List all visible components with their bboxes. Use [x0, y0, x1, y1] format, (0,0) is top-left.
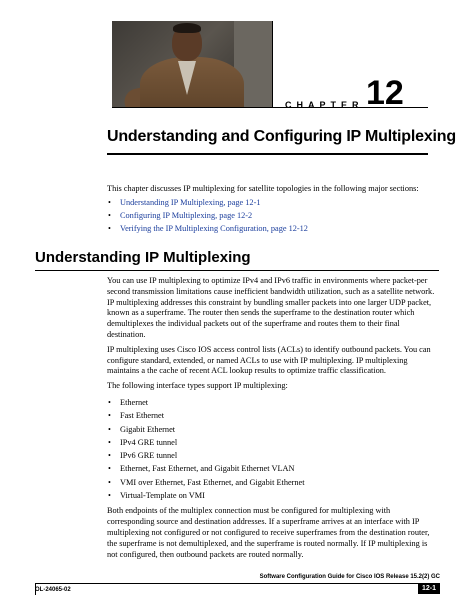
section-links: [107, 196, 437, 235]
body-paragraph: IP multiplexing uses Cisco IOS access control lists (ACLs) to identify outbound packets. You can configure standard, extended, or named ACLs to use with IP multiplexing. IP multiplexing maintains a the cache of recent ACL lookup results to optimize traffic classification.: [107, 344, 431, 376]
title-rule: [107, 153, 428, 155]
section-link[interactable]: Understanding IP Multiplexing, page 12-1: [120, 198, 261, 207]
section-heading: Understanding IP Multiplexing: [35, 249, 251, 266]
chapter-intro: [107, 183, 437, 235]
photo-bottom-rule: [112, 107, 272, 108]
list-item: • IPv6 GRE tunnel: [107, 449, 439, 462]
page-number: 12-1: [418, 583, 440, 594]
chapter-photo: [112, 21, 272, 108]
section-link[interactable]: Configuring IP Multiplexing, page 12-2: [120, 211, 253, 220]
section-link[interactable]: Verifying the IP Multiplexing Configuration, page 12-12: [120, 224, 308, 233]
list-item: • IPv4 GRE tunnel: [107, 436, 439, 449]
body-paragraph: The following interface types support IP multiplexing:: [107, 381, 288, 391]
photo-divider: [272, 21, 273, 108]
section-rule: [35, 270, 439, 271]
interface-list: [107, 396, 439, 502]
list-item: • Ethernet: [107, 396, 439, 409]
section-link-item: [107, 196, 437, 209]
list-item: • Fast Ethernet: [107, 409, 439, 422]
list-item: • VMI over Ethernet, Fast Ethernet, and Gigabit Ethernet: [107, 476, 439, 489]
intro-text: This chapter discusses IP multiplexing for satellite topologies in the following major sections:: [107, 184, 419, 193]
footer-doc-id: OL-24065-02: [35, 587, 71, 593]
list-item: • Ethernet, Fast Ethernet, and Gigabit Ethernet VLAN: [107, 462, 439, 475]
footer-rule: [35, 583, 440, 584]
list-item: • Virtual-Template on VMI: [107, 489, 439, 502]
body-paragraph: Both endpoints of the multiplex connection must be configured for multiplexing with corresponding source and destination addresses. If a superframe arrives at an interface with IP multiplexing not configured or not configured to receive superframes from the destination router, the superframe is not demultiplexed, and the superframe is routed normally. If IP multiplexing is not configured, then outbound packets are routed normally.: [107, 506, 430, 559]
chapter-number: 12: [366, 74, 404, 112]
section-body: [107, 276, 439, 564]
chapter-label: CHAPTER: [285, 100, 364, 110]
section-link-item: [107, 209, 437, 222]
chapter-title: Understanding and Configuring IP Multiplexing: [107, 128, 456, 145]
list-item: • Gigabit Ethernet: [107, 423, 439, 436]
body-paragraph: You can use IP multiplexing to optimize IPv4 and IPv6 traffic in environments where packet-per second transmission limitations cause inefficient bandwidth utilization, such as a satellite network. IP multiplexing addresses this constraint by bundling smaller packets into one larger UDP packet, known as a superframe. The router then sends the superframe to the destination router which demultiplexes the individual packets out of the superframe and routes them to their final destination.: [107, 276, 435, 339]
footer-guide-title: Software Configuration Guide for Cisco IOS Release 15.2(2) GC: [259, 574, 440, 580]
section-link-item: [107, 222, 437, 235]
